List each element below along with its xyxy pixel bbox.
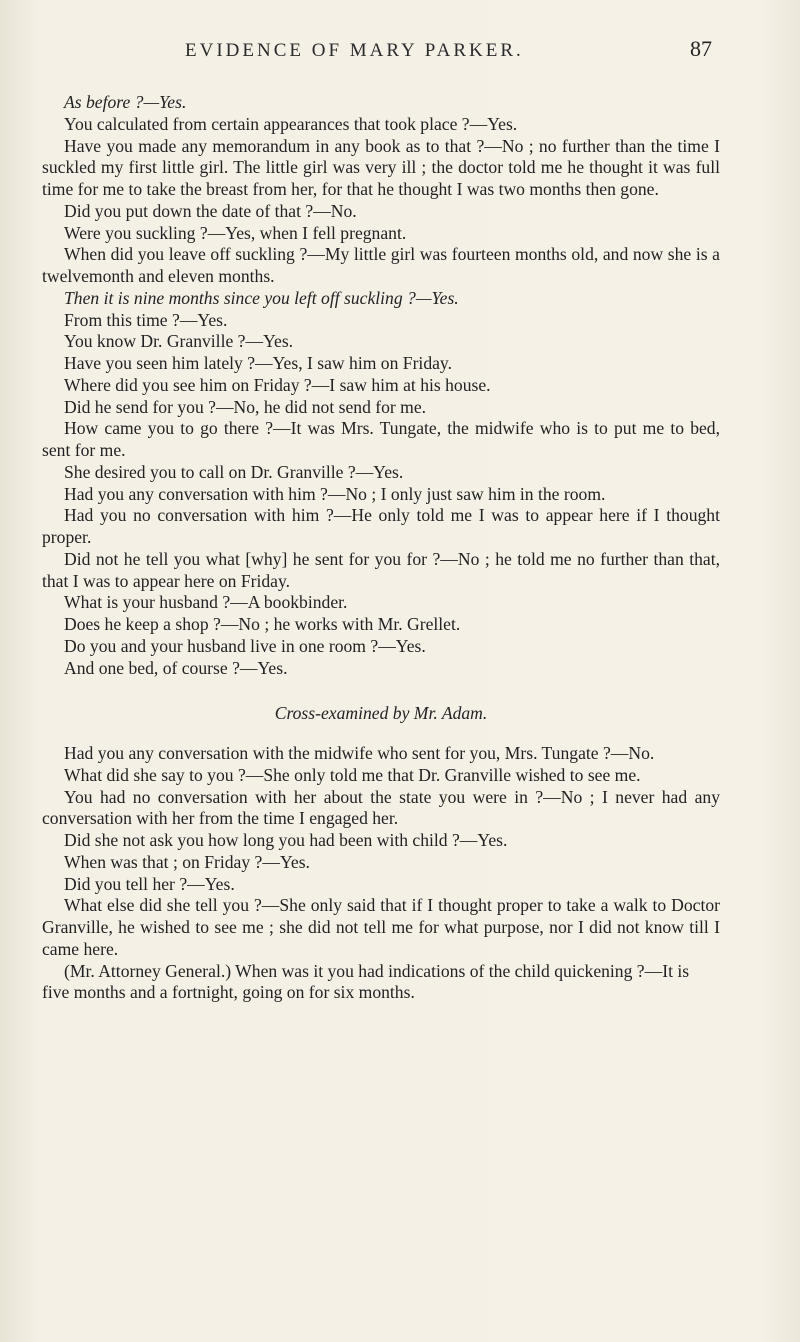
paragraph: Does he keep a shop ?—No ; he works with Mr. Grellet.: [64, 614, 461, 634]
section-heading: Cross-examined by Mr. Adam.: [274, 703, 488, 724]
paragraph: Do you and your husband live in one room ?—Yes.: [64, 635, 426, 656]
paragraph: From this time ?—Yes.: [64, 309, 228, 330]
paragraph: And one bed, of course ?—Yes.: [64, 657, 288, 678]
paragraph: Have you made any memorandum in any book as to that ?—No ; no further than the time I suckled my first little girl. The little girl was very ill ; the doctor told me he thought it was full time for me to take the breast from her, for that he thought I was two months then gone.: [42, 135, 720, 199]
paragraph: Did you put down the date of that ?—No.: [64, 200, 357, 221]
paragraph: Did he send for you ?—No, he did not send for me.: [64, 396, 427, 417]
paragraph: Have you seen him lately ?—Yes, I saw him on Friday.: [64, 353, 452, 373]
paragraph: When did you leave off suckling ?—My little girl was fourteen months old, and now she is a twelvemonth and eleven months.: [42, 244, 720, 286]
paragraph: As before ?—Yes.: [64, 92, 187, 112]
paragraph: What did she say to you ?—She only told me that Dr. Granville wished to see me.: [64, 764, 641, 785]
paragraph: Then it is nine months since you left off suckling ?—Yes.: [64, 287, 459, 308]
paragraph: How came you to go there ?—It was Mrs. Tungate, the midwife who is to put me to bed, sent for me.: [42, 418, 720, 460]
paragraph: You had no conversation with her about the state you were in ?—No ; I never had any conversation with her from the time I engaged her.: [42, 786, 720, 829]
running-title: EVIDENCE OF MARY PARKER.: [185, 40, 524, 61]
paragraph: Where did you see him on Friday ?—I saw him at his house.: [64, 374, 491, 395]
paragraph: She desired you to call on Dr. Granville ?—Yes.: [64, 461, 404, 482]
paragraph: Did not he tell you what [why] he sent for you for ?—No ; he told me no further than that, that I was to appear here on Friday.: [42, 548, 720, 591]
paragraph: (Mr. Attorney General.) When was it you had indications of the child quickening ?—It is five months and a fortnight, going on for six months.: [42, 960, 690, 1003]
paragraph: Did you tell her ?—Yes.: [64, 873, 235, 894]
paragraph: Were you suckling ?—Yes, when I fell pregnant.: [64, 222, 407, 243]
paragraph: Did she not ask you how long you had been with child ?—Yes.: [64, 830, 508, 850]
paragraph: When was that ; on Friday ?—Yes.: [64, 851, 310, 872]
paragraph: Had you no conversation with him ?—He only told me I was to appear here if I thought proper.: [42, 505, 720, 547]
page-body: [42, 92, 720, 1004]
paragraph: You calculated from certain appearances that took place ?—Yes.: [64, 113, 518, 134]
running-head: [185, 36, 712, 66]
page-number: 87: [690, 36, 712, 61]
paragraph: What is your husband ?—A bookbinder.: [64, 592, 348, 613]
paragraph: You know Dr. Granville ?—Yes.: [64, 331, 294, 352]
paragraph: What else did she tell you ?—She only said that if I thought proper to take a walk to Doctor Granville, he wished to see me ; she did not tell me for what purpose, nor I did not know till I came here.: [42, 895, 720, 959]
paragraph: Had you any conversation with the midwife who sent for you, Mrs. Tungate ?—No.: [64, 743, 655, 763]
paragraph: Had you any conversation with him ?—No ; I only just saw him in the room.: [64, 483, 606, 504]
